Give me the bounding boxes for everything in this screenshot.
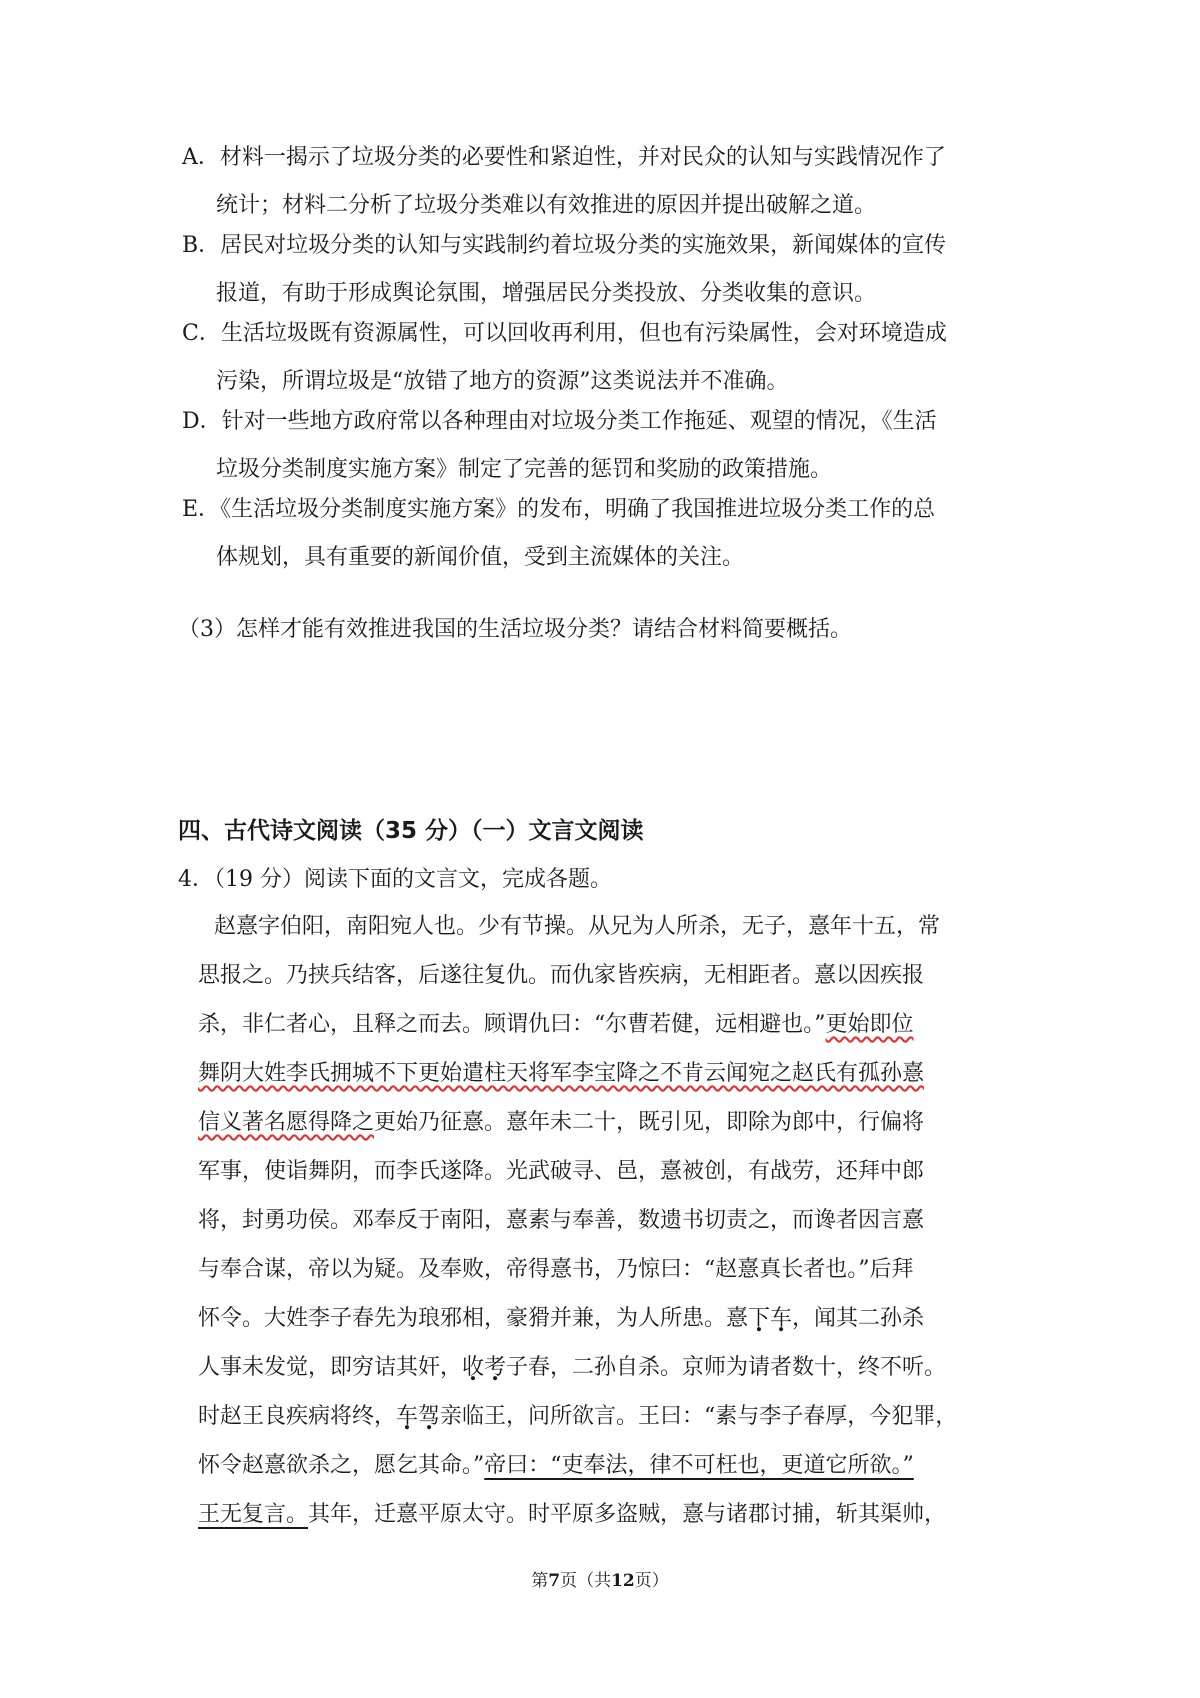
option-e — [182, 486, 1032, 582]
question-3: （3）怎样才能有效推进我国的生活垃圾分类？请结合材料简要概括。 — [178, 617, 852, 642]
passage-text: 更始乃征憙。憙年未二十，既引见，即除为郎中，行偏将 — [374, 1110, 925, 1135]
option-key: C． — [182, 321, 221, 346]
option-text-line2: 统计；材料二分析了垃圾分类难以有效推进的原因并提出破解之道。 — [216, 193, 877, 218]
passage-text: 时赵王良疾病将终， — [198, 1404, 397, 1429]
footer-page-number: 7 — [548, 1571, 561, 1591]
option-key: E． — [182, 497, 221, 522]
underlined-text: 王无复言。 — [198, 1502, 309, 1527]
footer-total-pages: 12 — [611, 1571, 635, 1591]
passage-text: 怀令。大姓李子春先为琅邪相，豪猾并兼，为人所患。憙 — [198, 1306, 749, 1331]
option-text-line2: 垃圾分类制度实施方案》制定了完善的惩罚和奖励的政策措施。 — [216, 457, 833, 482]
wavy-underlined-text: 舞阴大姓李氏拥城不下更始遣柱天将军李宝降之不肯云闻宛之赵氏有孤孙憙 — [198, 1061, 925, 1086]
passage-line — [198, 1392, 1044, 1441]
underlined-text: 帝曰：“吏奉法，律不可枉也，更道它所欲。” — [484, 1453, 914, 1478]
dotted-char: 下 . — [748, 1306, 770, 1331]
option-text-line1: 材料一揭示了垃圾分类的必要性和紧迫性，并对民众的认知与实践情况作了 — [219, 145, 946, 170]
dotted-char: 收 . — [462, 1355, 484, 1380]
option-c — [182, 310, 1032, 406]
dotted-char: 车 . — [770, 1306, 792, 1331]
option-key: D． — [182, 409, 222, 434]
option-text-line1: 《生活垃圾分类制度实施方案》的发布，明确了我国推进垃圾分类工作的总 — [220, 497, 936, 522]
wavy-underlined-text: 信义著名愿得降之 — [198, 1110, 375, 1135]
dotted-char: 车 . — [396, 1404, 418, 1429]
option-text-line2: 报道，有助于形成舆论氛围，增强居民分类投放、分类收集的意识。 — [216, 281, 877, 306]
dotted-char: 考 . — [484, 1355, 506, 1380]
section-title: 四、古代诗文阅读（35 分）（一）文言文阅读 — [178, 818, 644, 844]
passage-line — [198, 1049, 1044, 1098]
footer-suffix: 页） — [634, 1571, 669, 1591]
footer-prefix: 第 — [531, 1571, 549, 1591]
footer-middle: 页（共 — [560, 1571, 612, 1591]
option-text-line2: 污染，所谓垃圾是“放错了地方的资源”这类说法并不准确。 — [216, 369, 789, 394]
passage-line: 思报之。乃挟兵结客，后遂往复仇。而仇家皆疾病，无相距者。憙以因疾报 — [198, 963, 925, 988]
passage-text: 亲临王，问所欲言。王曰：“素与李子春厚，今犯罪， — [440, 1404, 958, 1429]
option-text-line1: 针对一些地方政府常以各种理由对垃圾分类工作拖延、观望的情况，《生活 — [221, 409, 937, 434]
question-4: 4．（19 分）阅读下面的文言文，完成各题。 — [178, 867, 612, 892]
passage-line: 军事，使诣舞阴，而李氏遂降。光武破寻、邑，憙被创，有战劳，还拜中郎 — [198, 1159, 925, 1184]
wavy-underlined-text: 更始即位 — [825, 1012, 914, 1037]
option-text-line1: 生活垃圾既有资源属性，可以回收再利用，但也有污染属性，会对环境造成 — [220, 321, 947, 346]
passage-line: 赵憙字伯阳，南阳宛人也。少有节操。从兄为人所杀，无子，憙年十五，常 — [214, 914, 941, 939]
passage-text: 怀令赵憙欲杀之，愿乞其命。” — [198, 1453, 485, 1478]
passage-line — [198, 1441, 1044, 1490]
option-a — [182, 134, 1032, 230]
option-d — [182, 398, 1032, 494]
option-b — [182, 222, 1032, 318]
passage-line: 与奉合谋，帝以为疑。及奉败，帝得憙书，乃惊曰：“赵憙真长者也。”后拜 — [198, 1257, 914, 1282]
passage-line — [198, 1098, 1044, 1147]
passage-text: 其年，迁憙平原太守。时平原多盗贼，憙与诸郡讨捕，斩其渠帅， — [308, 1502, 947, 1527]
passage-line — [198, 1490, 1044, 1539]
passage-line — [198, 1343, 1044, 1392]
passage-line — [198, 1294, 1044, 1343]
option-text-line1: 居民对垃圾分类的认知与实践制约着垃圾分类的实施效果，新闻媒体的宣传 — [220, 233, 947, 258]
page-footer — [0, 1566, 1200, 1591]
option-key: A． — [182, 145, 220, 170]
option-text-line2: 体规划，具有重要的新闻价值，受到主流媒体的关注。 — [216, 545, 745, 570]
passage-text: ，闻其二孙杀 — [792, 1306, 925, 1331]
passage-line: 将，封勇功侯。邓奉反于南阳，憙素与奉善，数遗书切责之，而谗者因言憙 — [198, 1208, 925, 1233]
passage-text: 子春，二孙自杀。京师为请者数十，终不听。 — [506, 1355, 947, 1380]
passage-text: 杀，非仁者心，且释之而去。顾谓仇曰：“尔曹若健，远相避也。” — [198, 1012, 826, 1037]
option-key: B． — [182, 233, 221, 258]
classical-passage — [198, 902, 1044, 1539]
dotted-char: 驾 . — [418, 1404, 440, 1429]
passage-line — [198, 1000, 1044, 1049]
passage-text: 人事未发觉，即穷诘其奸， — [198, 1355, 463, 1380]
